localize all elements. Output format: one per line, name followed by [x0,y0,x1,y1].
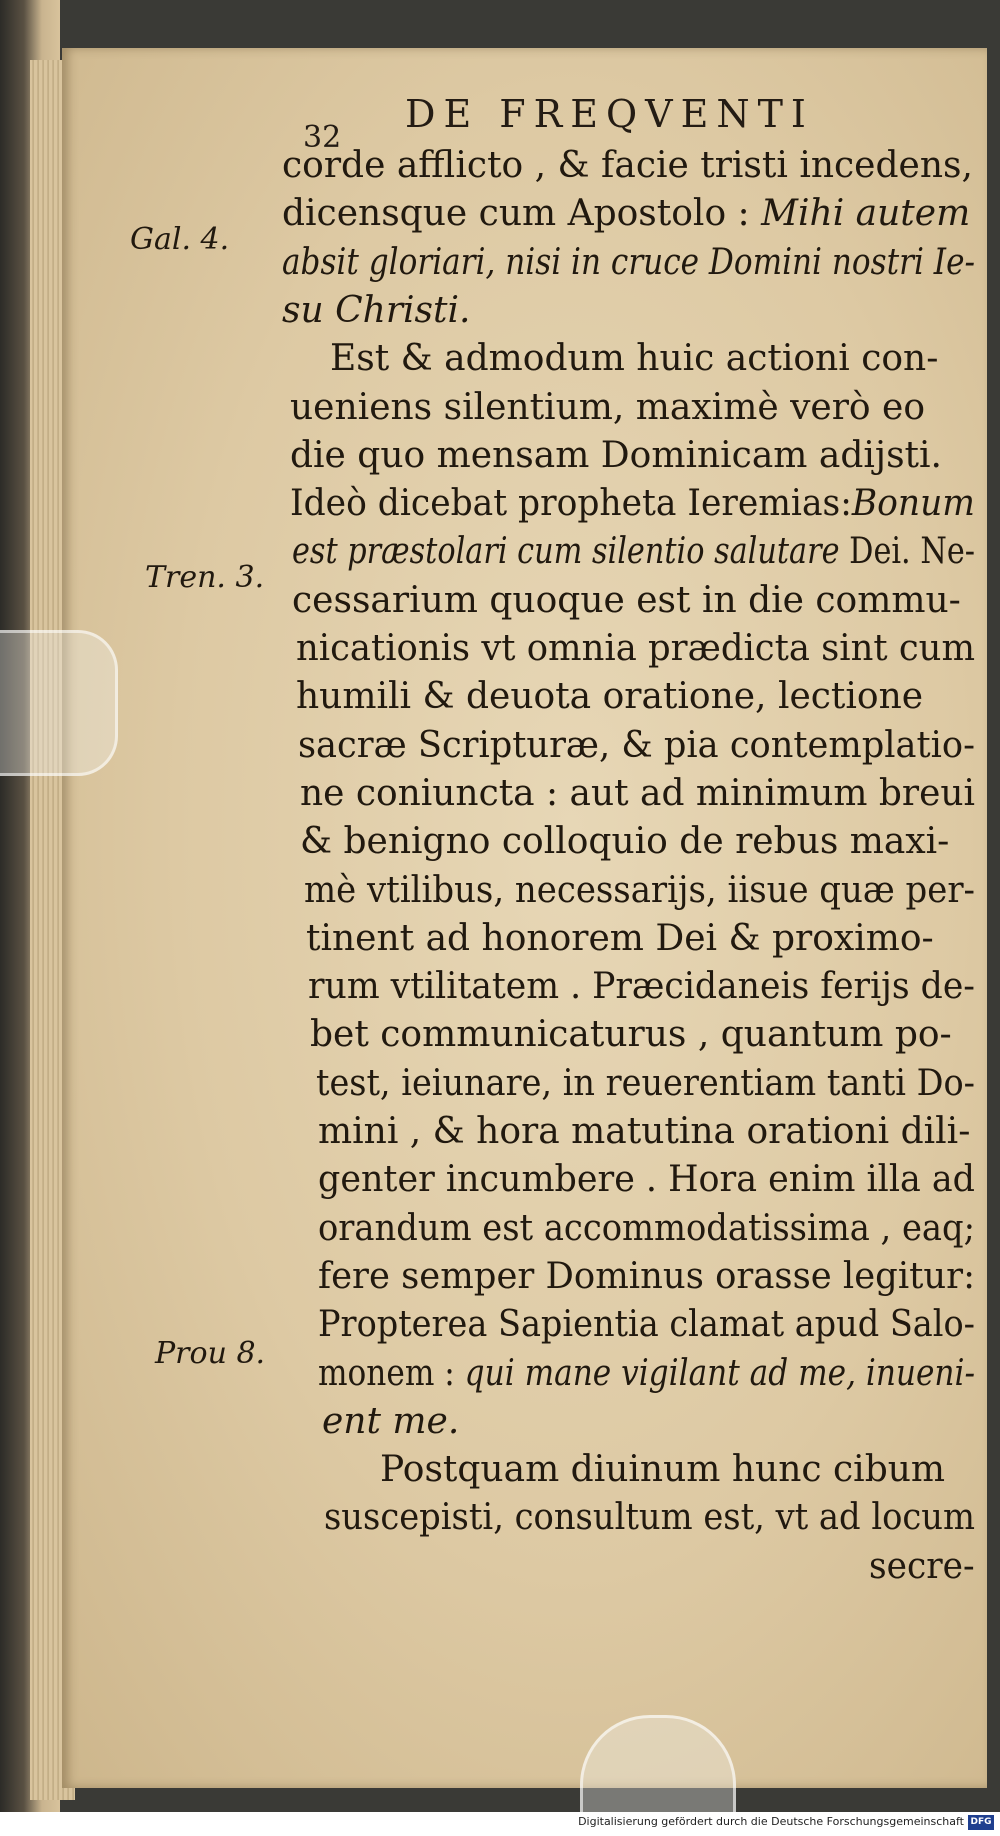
text-line [290,483,975,525]
text-line [330,338,939,380]
text-line [290,386,926,428]
text-line [298,724,975,766]
line-italic-text: est præstolari cum silentio salutare [292,531,850,573]
line-roman-text: Dei. Ne- [849,531,975,573]
running-head: DE FREQVENTI [405,92,814,136]
text-line [292,579,961,621]
text-line [324,1497,975,1539]
text-line [282,145,973,186]
text-line [380,1449,946,1491]
line-roman-text: bet communicaturus , quantum po- [310,1014,952,1056]
text-line [310,1014,952,1056]
line-roman-text: fere semper Dominus orasse legitur: [318,1255,975,1297]
text-line [304,869,975,911]
text-line [318,1352,975,1394]
line-roman-text: sacræ Scripturæ, & pia contemplatio- [298,724,975,766]
text-line [869,1545,975,1587]
text-line [282,241,975,283]
line-roman-text: Est & admodum huic actioni con- [330,338,939,380]
margin-note-prou: Prou 8. [155,1336,266,1371]
line-roman-text: monem : [318,1352,465,1394]
line-roman-text: & benigno colloquio de rebus maxi- [300,821,950,863]
text-line [318,1159,975,1201]
margin-note-tren: Tren. 3. [145,560,265,595]
line-italic-text: Mihi autem [761,193,971,235]
text-line [318,1255,975,1297]
text-line [300,821,950,863]
page-clip-left [0,630,118,776]
line-roman-text: humili & deuota oratione, lectione [296,676,924,718]
text-line [322,1400,460,1442]
line-roman-text: test, ieiunare, in reuerentiam tanti Do- [316,1062,975,1104]
line-roman-text: die quo mensam Dominicam adijsti. [290,434,942,476]
line-roman-text: mè vtilibus, necessarijs, iisue quæ per- [304,869,975,911]
line-roman-text: ne coniuncta : aut ad minimum breui [300,772,975,814]
line-roman-text: suscepisti, consultum est, vt ad locum [324,1497,975,1539]
dfg-logo: DFG [968,1815,994,1830]
text-line [296,628,975,669]
text-line [318,1304,975,1346]
line-roman-text: cessarium quoque est in die commu- [292,579,961,621]
footer-credit: Digitalisierung gefördert durch die Deutsche Forschungsgemeinschaft [578,1815,964,1828]
line-roman-text: mini , & hora matutina orationi dili- [318,1111,971,1152]
text-line [292,531,975,573]
line-italic-text: qui mane vigilant ad me, inueni- [464,1352,975,1394]
line-roman-text: dicensque cum Apostolo : [282,193,762,235]
text-line [318,1111,971,1152]
line-roman-text: rum vtilitatem . Præcidaneis ferijs de- [308,966,975,1008]
text-line [282,289,471,331]
line-roman-text: Propterea Sapientia clamat apud Salo- [318,1304,975,1346]
line-italic-text: absit gloriari, nisi in cruce Domini nostri Ie- [282,241,975,283]
line-roman-text: orandum est accommodatissima , eaq; [318,1207,975,1249]
text-line [318,1207,975,1249]
page-number: 32 [303,120,342,155]
text-line [308,966,975,1008]
text-line [316,1062,975,1104]
text-line [306,917,934,959]
line-roman-text: ueniens silentium, maximè verò eo [290,386,926,428]
line-roman-text: tinent ad honorem Dei & proximo- [306,917,934,959]
margin-note-gal: Gal. 4. [130,222,230,257]
line-italic-text: ent me. [322,1400,460,1442]
text-line [296,676,924,718]
text-line [282,193,971,235]
line-roman-text: nicationis vt omnia prædicta sint cum [296,628,975,669]
line-roman-text: corde afflicto , & facie tristi incedens, [282,145,973,186]
text-line [290,434,942,476]
line-roman-text: Postquam diuinum hunc cibum [380,1449,946,1491]
text-line [300,772,975,814]
line-roman-text: genter incumbere . Hora enim illa ad [318,1159,975,1201]
line-italic-text: Bonum [851,483,975,525]
line-roman-text: Ideò dicebat propheta Ieremias: [290,483,852,525]
line-roman-text: secre- [869,1545,975,1587]
line-italic-text: su Christi. [282,289,471,331]
